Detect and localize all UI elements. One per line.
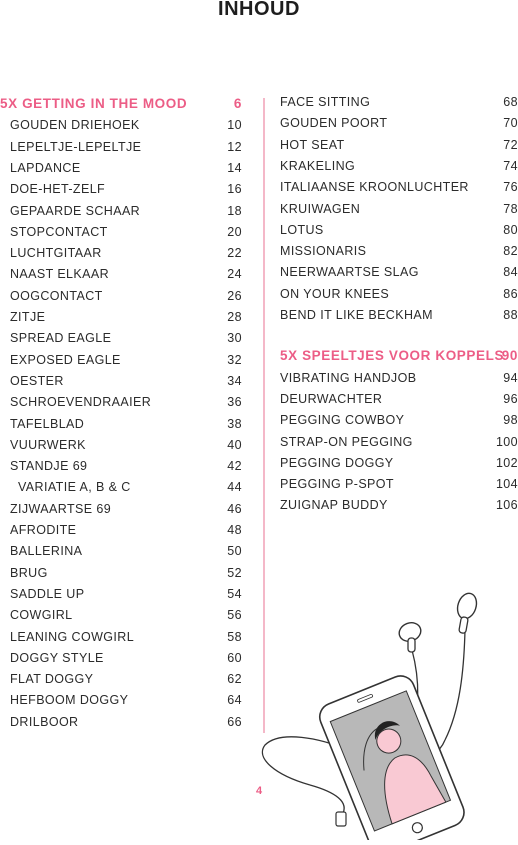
toc-entry-title: FLAT DOGGY: [10, 672, 94, 687]
toc-entry-page: 102: [495, 455, 518, 470]
toc-entry-page: 26: [227, 288, 242, 303]
toc-entry: [0, 243, 242, 263]
toc-entry-title: DOGGY STYLE: [10, 650, 104, 665]
toc-entry: [0, 371, 242, 391]
toc-entry-title: PEGGING DOGGY: [280, 455, 394, 470]
toc-entry: [0, 350, 242, 370]
toc-entry: [280, 113, 518, 133]
toc-entry: [0, 690, 242, 710]
toc-entry: [0, 286, 242, 306]
toc-entry-page: 54: [227, 586, 242, 601]
phone-earbuds-illustration: [250, 590, 518, 845]
toc-entry: [280, 495, 518, 515]
toc-entry: [280, 453, 518, 473]
toc-entry-title: TAFELBLAD: [10, 416, 85, 431]
toc-entry: [0, 541, 242, 561]
toc-entry-title: BEND IT LIKE BECKHAM: [280, 308, 433, 322]
toc-entry: [0, 477, 242, 497]
toc-entry-page: 48: [227, 523, 242, 537]
toc-entry-title: PEGGING P-SPOT: [280, 477, 394, 492]
toc-entry-page: 14: [227, 160, 242, 175]
toc-entry-page: 64: [227, 693, 242, 708]
toc-entry-title: VIBRATING HANDJOB: [280, 370, 417, 385]
toc-entry-page: 50: [227, 544, 242, 559]
toc-entry-title: DRILBOOR: [10, 714, 79, 729]
toc-entry: [0, 435, 242, 455]
toc-entry-page: 96: [503, 391, 518, 406]
toc-entry: [0, 264, 242, 284]
page-number: 4: [256, 785, 263, 797]
toc-entry-page: 32: [227, 352, 242, 367]
toc-entry: [0, 627, 242, 647]
toc-entry: [280, 284, 518, 304]
toc-entry-title: GEPAARDE SCHAAR: [10, 203, 141, 218]
toc-entry-title: GOUDEN POORT: [280, 116, 388, 131]
toc-entry-title: OESTER: [10, 373, 64, 388]
toc-entry-page: 52: [227, 565, 242, 580]
toc-entry-title: LOTUS: [280, 222, 324, 237]
toc-entry: [280, 346, 518, 366]
toc-entry-page: 38: [227, 416, 242, 431]
toc-entry-title: ZUIGNAP BUDDY: [280, 498, 388, 513]
toc-entry-title: VARIATIE A, B & C: [18, 480, 131, 495]
toc-entry-page: 6: [233, 96, 242, 111]
page-title: INHOUD: [218, 0, 300, 20]
toc-entry: [0, 520, 242, 540]
toc-entry: [0, 414, 242, 434]
toc-entry-page: 18: [227, 203, 242, 218]
toc-entry-title: DOE-HET-ZELF: [10, 182, 106, 197]
toc-entry-page: 82: [503, 244, 518, 259]
toc-entry-title: 5X GETTING IN THE MOOD: [0, 96, 188, 111]
toc-entry: [0, 115, 242, 135]
toc-entry-title: NEERWAARTSE SLAG: [280, 265, 419, 280]
toc-entry-page: 72: [503, 137, 518, 152]
toc-entry-page: 76: [503, 180, 518, 195]
toc-entry-title: STANDJE 69: [10, 459, 88, 474]
toc-entry-title: OOGCONTACT: [10, 288, 103, 303]
toc-entry-page: 58: [227, 629, 242, 644]
toc-entry: [0, 605, 242, 625]
toc-entry-page: 12: [227, 139, 242, 154]
toc-entry: [280, 305, 518, 325]
toc-entry-title: COWGIRL: [10, 608, 73, 623]
toc-entry: [0, 563, 242, 583]
toc-entry-page: 104: [495, 477, 518, 492]
toc-entry: [280, 262, 518, 282]
toc-entry: [0, 456, 242, 476]
toc-entry-title: BRUG: [10, 565, 48, 580]
toc-entry-page: 66: [227, 714, 242, 729]
toc-entry: [0, 137, 242, 157]
toc-entry-page: 74: [503, 158, 518, 173]
toc-entry-page: 34: [227, 373, 242, 388]
toc-entry-title: GOUDEN DRIEHOEK: [10, 118, 140, 133]
toc-entry-page: 100: [495, 434, 518, 449]
toc-entry-page: 44: [227, 480, 242, 495]
toc-entry-title: ITALIAANSE KROONLUCHTER: [280, 180, 469, 195]
toc-entry-page: 78: [503, 201, 518, 216]
toc-entry-page: 30: [227, 331, 242, 346]
earbud-left: [397, 620, 424, 652]
toc-entry: [0, 392, 242, 412]
toc-entry-title: HOT SEAT: [280, 137, 345, 152]
toc-entry: [0, 158, 242, 178]
toc-entry: [280, 156, 518, 176]
toc-entry-page: 46: [227, 501, 242, 516]
toc-entry-title: STOPCONTACT: [10, 224, 108, 239]
toc-entry: [0, 222, 242, 242]
toc-entry: [280, 368, 518, 388]
toc-entry-page: 86: [503, 286, 518, 301]
toc-entry: [0, 307, 242, 327]
toc-entry-title: ZITJE: [10, 310, 46, 324]
toc-entry: [280, 389, 518, 409]
toc-entry-page: 68: [503, 95, 518, 109]
toc-entry-title: EXPOSED EAGLE: [10, 352, 121, 367]
toc-entry-title: VUURWERK: [10, 437, 86, 452]
toc-entry-page: 16: [227, 182, 242, 197]
toc-entry-title: ZIJWAARTSE 69: [10, 501, 112, 516]
toc-entry-page: 80: [503, 222, 518, 237]
toc-entry-page: 24: [227, 267, 242, 282]
toc-entry-title: LUCHTGITAAR: [10, 246, 102, 261]
toc-entry-title: KRAKELING: [280, 158, 356, 173]
toc-entry-title: ON YOUR KNEES: [280, 286, 390, 301]
toc-entry: [0, 328, 242, 348]
toc-entry-title: FACE SITTING: [280, 95, 371, 109]
toc-entry-page: 90: [501, 348, 518, 364]
toc-entry: [0, 201, 242, 221]
toc-entry-title: LAPDANCE: [10, 160, 81, 175]
toc-entry-title: SPREAD EAGLE: [10, 331, 112, 346]
toc-entry: [280, 92, 518, 112]
toc-entry-title: DEURWACHTER: [280, 391, 383, 406]
toc-entry-page: 10: [227, 118, 242, 133]
toc-entry-page: 60: [227, 650, 242, 665]
earbud-right: [454, 591, 479, 634]
toc-entry-page: 40: [227, 437, 242, 452]
toc-entry-title: BALLERINA: [10, 544, 83, 559]
toc-entry-page: 22: [227, 246, 242, 261]
toc-entry-page: 20: [227, 224, 242, 239]
toc-entry-page: 28: [227, 310, 242, 324]
toc-entry: [0, 584, 242, 604]
toc-entry-title: HEFBOOM DOGGY: [10, 693, 129, 708]
toc-entry: [0, 669, 242, 689]
toc-entry: [0, 179, 242, 199]
toc-entry-page: 98: [503, 413, 518, 428]
toc-entry: [280, 135, 518, 155]
toc-entry-page: 106: [495, 498, 518, 513]
toc-entry: [280, 177, 518, 197]
toc-entry: [280, 241, 518, 261]
toc-entry-title: AFRODITE: [10, 523, 77, 537]
toc-entry: [0, 712, 242, 732]
toc-entry-title: MISSIONARIS: [280, 244, 367, 259]
toc-entry-page: 94: [503, 370, 518, 385]
toc-entry-page: 84: [503, 265, 518, 280]
toc-entry-page: 62: [227, 672, 242, 687]
toc-entry: [280, 199, 518, 219]
toc-entry: [280, 220, 518, 240]
toc-entry: [280, 432, 518, 452]
toc-entry: [280, 410, 518, 430]
toc-entry: [0, 499, 242, 519]
toc-entry-page: 56: [227, 608, 242, 623]
toc-entry-title: SADDLE UP: [10, 586, 85, 601]
toc-entry-page: 42: [227, 459, 242, 474]
toc-entry-page: 70: [503, 116, 518, 131]
toc-entry: [0, 648, 242, 668]
toc-entry-title: LEPELTJE-LEPELTJE: [10, 139, 142, 154]
toc-entry-title: SCHROEVENDRAAIER: [10, 395, 152, 410]
toc-entry-title: NAAST ELKAAR: [10, 267, 110, 282]
toc-entry-title: STRAP-ON PEGGING: [280, 434, 413, 449]
toc-entry-page: 36: [227, 395, 242, 410]
toc-entry-title: PEGGING COWBOY: [280, 413, 405, 428]
toc-entry: [280, 474, 518, 494]
toc-entry: [0, 94, 242, 114]
toc-entry-page: 88: [503, 308, 518, 322]
toc-entry-title: KRUIWAGEN: [280, 201, 361, 216]
toc-entry-title: LEANING COWGIRL: [10, 629, 135, 644]
toc-entry-title: 5X SPEELTJES VOOR KOPPELS: [280, 348, 505, 364]
